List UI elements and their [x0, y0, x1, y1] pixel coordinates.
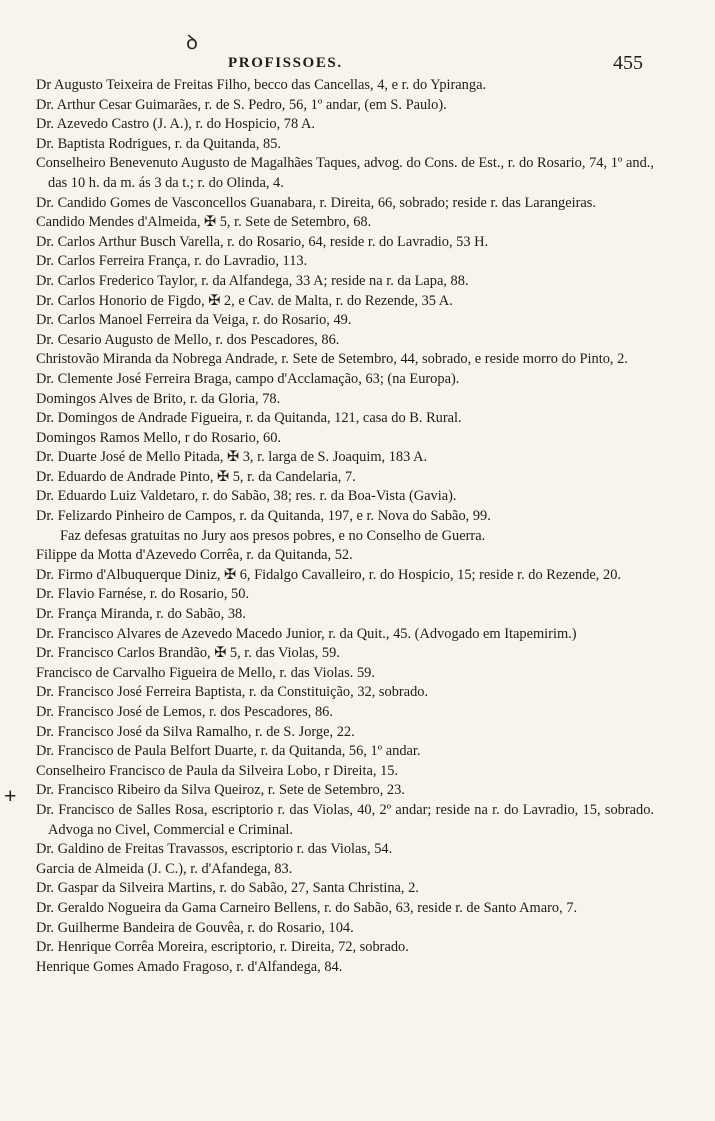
- entry: Dr. Arthur Cesar Guimarães, r. de S. Pedro, 56, 1º andar, (em S. Paulo).: [36, 96, 447, 113]
- entry: Dr. Carlos Arthur Busch Varella, r. do Rosario, 64, reside r. do Lavradio, 53 H.: [36, 233, 489, 250]
- entry: Francisco de Carvalho Figueira de Mello, r. das Violas. 59.: [36, 664, 375, 681]
- entry: Dr. Geraldo Nogueira da Gama Carneiro Bellens, r. do Sabão, 63, reside r. de Santo Amaro, 7.: [36, 899, 578, 916]
- entry: Dr. Domingos de Andrade Figueira, r. da Quitanda, 121, casa do B. Rural.: [36, 410, 462, 427]
- entry: Dr. Guilherme Bandeira de Gouvêa, r. do Rosario, 104.: [36, 919, 354, 936]
- entry: Dr. Francisco de Salles Rosa, escriptorio r. das Violas, 40, 2º andar; reside na r. do Lavradio, 15, sobrado. Advoga no Civel, Commercial e Criminal.: [36, 801, 654, 838]
- entry: Dr. Carlos Ferreira França, r. do Lavradio, 113.: [36, 253, 308, 270]
- entry: Dr. Eduardo Luiz Valdetaro, r. do Sabão, 38; res. r. da Boa-Vista (Gavia).: [36, 488, 457, 505]
- entry: Dr. Francisco Alvares de Azevedo Macedo Junior, r. da Quit., 45. (Advogado em Itapemirim.): [36, 625, 577, 642]
- entry: Dr. Francisco José Ferreira Baptista, r. da Constituição, 32, sobrado.: [36, 684, 429, 701]
- entry-note: Faz defesas gratuitas no Jury aos presos pobres, e no Conselho de Guerra.: [60, 527, 486, 544]
- entry: Candido Mendes d'Almeida, ✠ 5, r. Sete de Setembro, 68.: [36, 214, 372, 231]
- entry: Dr. Azevedo Castro (J. A.), r. do Hospicio, 78 A.: [36, 116, 315, 133]
- page-number: 455: [613, 52, 643, 74]
- entry: Dr Augusto Teixeira de Freitas Filho, becco das Cancellas, 4, e r. do Ypiranga.: [36, 77, 487, 93]
- entry: Dr. Cesario Augusto de Mello, r. dos Pescadores, 86.: [36, 331, 340, 348]
- entry: Dr. Baptista Rodrigues, r. da Quitanda, 85.: [36, 135, 282, 152]
- entry: Dr. Gaspar da Silveira Martins, r. do Sabão, 27, Santa Christina, 2.: [36, 880, 419, 897]
- entry: Domingos Ramos Mello, r do Rosario, 60.: [36, 429, 282, 446]
- entry: Dr. Henrique Corrêa Moreira, escriptorio, r. Direita, 72, sobrado.: [36, 939, 409, 956]
- entry: Conselheiro Benevenuto Augusto de Magalhães Taques, advog. do Cons. de Est., r. do Rosario, 74, 1º and., das 10 h. da m. ás 3 da t.; r. do Olinda, 4.: [36, 155, 654, 191]
- entry: Dr. Francisco Carlos Brandão, ✠ 5, r. das Violas, 59.: [36, 645, 340, 662]
- entry: Dr. Candido Gomes de Vasconcellos Guanabara, r. Direita, 66, sobrado; reside r. das Larangeiras.: [36, 194, 597, 211]
- entry: Dr. Carlos Honorio de Figdo, ✠ 2, e Cav. de Malta, r. do Rezende, 35 A.: [36, 292, 453, 309]
- page-title: PROFISSOES.: [228, 55, 343, 71]
- entry: Dr. Francisco de Paula Belfort Duarte, r. da Quitanda, 56, 1º andar.: [36, 743, 421, 760]
- entry-list: [36, 76, 654, 977]
- entry: Dr. Firmo d'Albuquerque Diniz, ✠ 6, Fidalgo Cavalleiro, r. do Hospicio, 15; reside r. do Rezende, 20.: [36, 566, 621, 583]
- entry: Dr. Francisco José da Silva Ramalho, r. de S. Jorge, 22.: [36, 723, 355, 740]
- entry: Dr. Francisco Ribeiro da Silva Queiroz, r. Sete de Setembro, 23.: [36, 782, 405, 799]
- entry: Filippe da Motta d'Azevedo Corrêa, r. da Quitanda, 52.: [36, 547, 353, 564]
- entry: Dr. Felizardo Pinheiro de Campos, r. da Quitanda, 197, e r. Nova do Sabão, 99.: [36, 508, 491, 525]
- entry: Dr. França Miranda, r. do Sabão, 38.: [36, 606, 246, 623]
- entry: Garcia de Almeida (J. C.), r. d'Afandega, 83.: [36, 860, 293, 877]
- entry: Conselheiro Francisco de Paula da Silveira Lobo, r Direita, 15.: [36, 762, 399, 779]
- entry: Christovão Miranda da Nobrega Andrade, r. Sete de Setembro, 44, sobrado, e reside morro do Pinto, 2.: [36, 351, 628, 368]
- entry: Dr. Clemente José Ferreira Braga, campo d'Acclamação, 63; (na Europa).: [36, 370, 460, 387]
- entry: Domingos Alves de Brito, r. da Gloria, 78.: [36, 390, 281, 407]
- entry: Dr. Galdino de Freitas Travassos, escriptorio r. das Violas, 54.: [36, 841, 393, 858]
- entry: Henrique Gomes Amado Fragoso, r. d'Alfandega, 84.: [36, 958, 343, 975]
- entry: Dr. Flavio Farnése, r. do Rosario, 50.: [36, 586, 250, 603]
- margin-cross-mark: +: [4, 783, 17, 808]
- entry: Dr. Duarte José de Mello Pitada, ✠ 3, r. larga de S. Joaquim, 183 A.: [36, 449, 428, 466]
- entry: Dr. Carlos Manoel Ferreira da Veiga, r. do Rosario, 49.: [36, 312, 352, 329]
- entry: Dr. Francisco José de Lemos, r. dos Pescadores, 86.: [36, 704, 333, 720]
- corner-mark: ꝺ: [186, 32, 198, 54]
- entry: Dr. Eduardo de Andrade Pinto, ✠ 5, r. da Candelaria, 7.: [36, 468, 356, 485]
- entry: Dr. Carlos Frederico Taylor, r. da Alfandega, 33 A; reside na r. da Lapa, 88.: [36, 272, 469, 289]
